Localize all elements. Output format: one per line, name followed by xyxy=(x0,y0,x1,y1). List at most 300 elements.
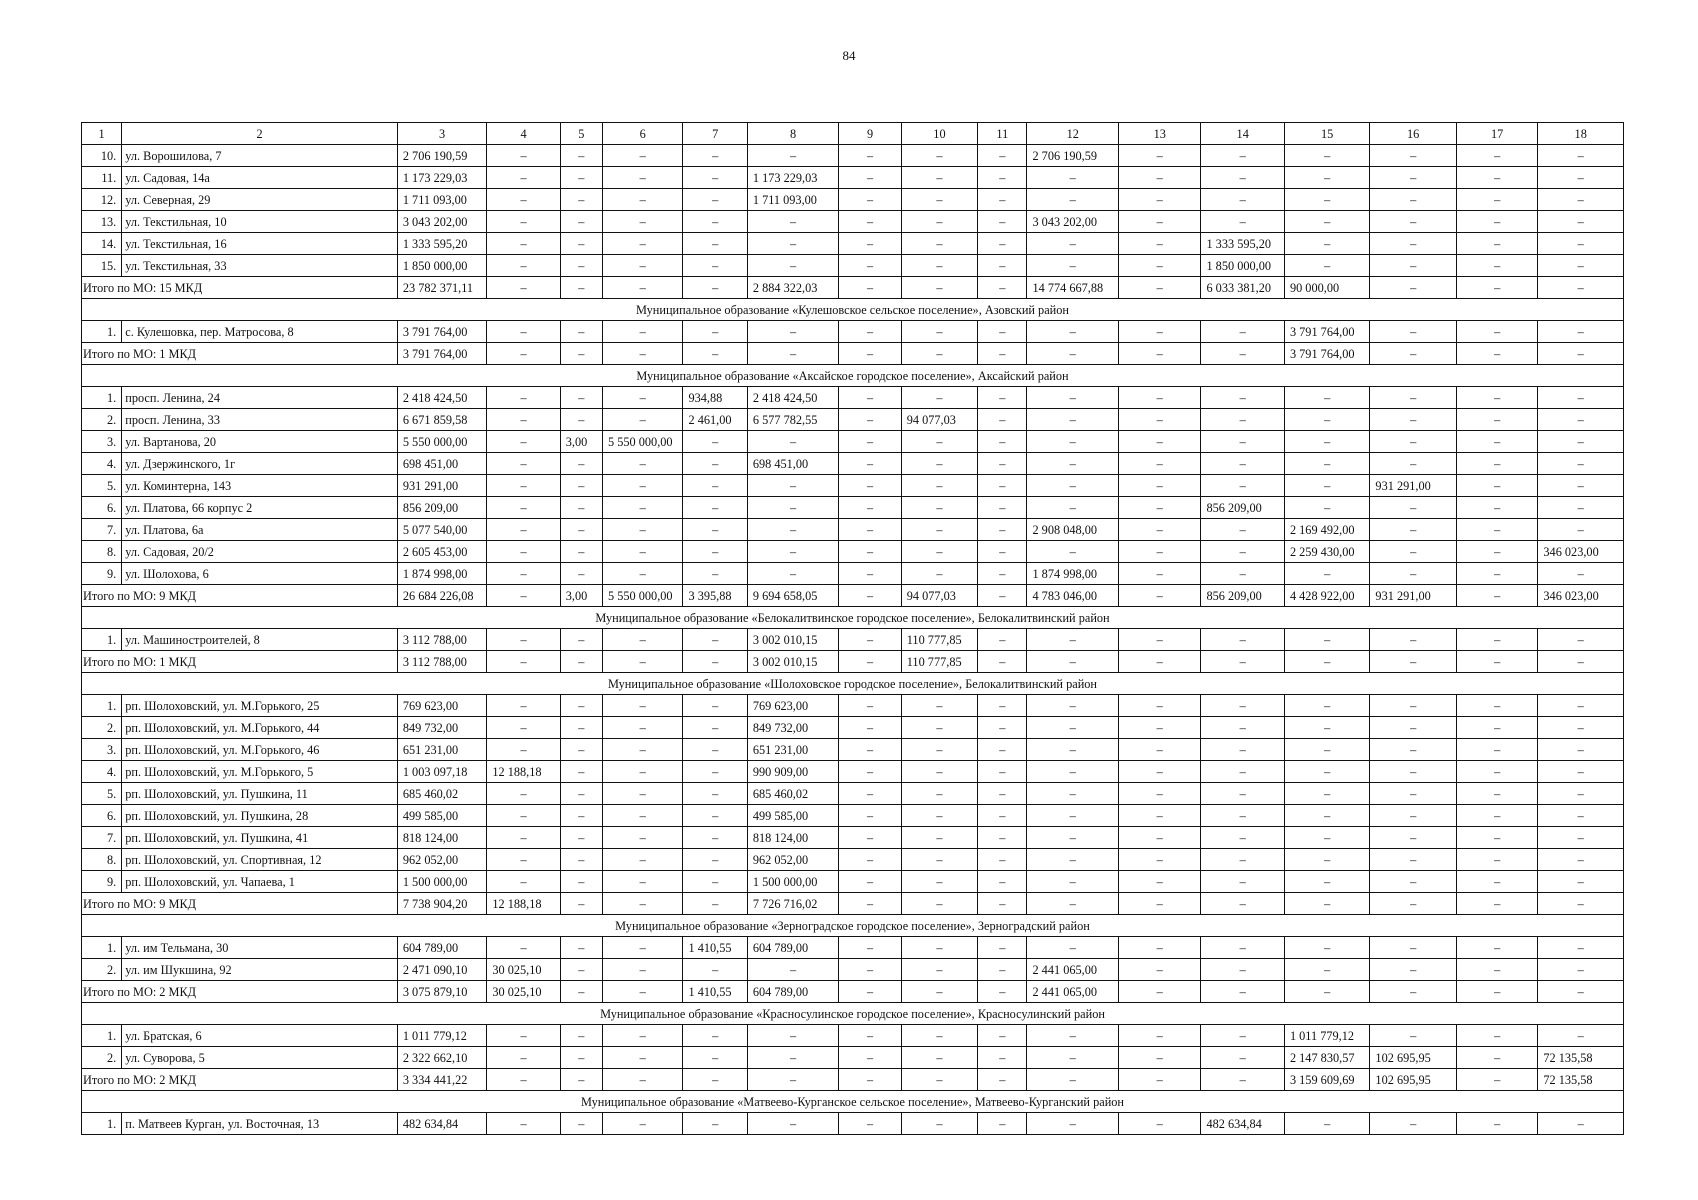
empty-cell: – xyxy=(1027,541,1119,563)
empty-cell: – xyxy=(603,189,683,211)
value-cell: 5 550 000,00 xyxy=(603,585,683,607)
row-number: 2. xyxy=(82,717,122,739)
empty-cell: – xyxy=(1456,651,1537,673)
address-cell: рп. Шолоховский, ул. Чапаева, 1 xyxy=(122,871,398,893)
empty-cell: – xyxy=(747,1025,839,1047)
empty-cell: – xyxy=(901,189,977,211)
value-cell: 3 791 764,00 xyxy=(397,321,487,343)
empty-cell: – xyxy=(1538,255,1624,277)
empty-cell: – xyxy=(1538,827,1624,849)
value-cell: 1 874 998,00 xyxy=(397,563,487,585)
empty-cell: – xyxy=(487,343,560,365)
empty-cell: – xyxy=(1456,717,1537,739)
empty-cell: – xyxy=(603,277,683,299)
value-cell: 849 732,00 xyxy=(397,717,487,739)
empty-cell: – xyxy=(560,541,602,563)
value-cell: 2 908 048,00 xyxy=(1027,519,1119,541)
value-cell: 12 188,18 xyxy=(487,761,560,783)
empty-cell: – xyxy=(603,387,683,409)
table-row xyxy=(82,805,1624,827)
empty-cell: – xyxy=(1118,651,1200,673)
empty-cell: – xyxy=(839,1047,901,1069)
total-row xyxy=(82,651,1624,673)
empty-cell: – xyxy=(603,321,683,343)
section-title: Муниципальное образование «Зерноградское городское поселение», Зерноградский район xyxy=(82,915,1624,937)
empty-cell: – xyxy=(901,761,977,783)
empty-cell: – xyxy=(1284,651,1369,673)
value-cell: 3 002 010,15 xyxy=(747,629,839,651)
empty-cell: – xyxy=(1284,387,1369,409)
empty-cell: – xyxy=(1027,827,1119,849)
empty-cell: – xyxy=(560,761,602,783)
row-number: 5. xyxy=(82,475,122,497)
empty-cell: – xyxy=(683,277,747,299)
empty-cell: – xyxy=(839,893,901,915)
empty-cell: – xyxy=(901,717,977,739)
empty-cell: – xyxy=(839,959,901,981)
empty-cell: – xyxy=(560,1113,602,1135)
empty-cell: – xyxy=(560,893,602,915)
empty-cell: – xyxy=(839,431,901,453)
table-row xyxy=(82,717,1624,739)
empty-cell: – xyxy=(603,145,683,167)
empty-cell: – xyxy=(1456,1025,1537,1047)
empty-cell: – xyxy=(978,563,1027,585)
empty-cell: – xyxy=(978,277,1027,299)
empty-cell: – xyxy=(839,167,901,189)
empty-cell: – xyxy=(1538,189,1624,211)
empty-cell: – xyxy=(1027,1025,1119,1047)
empty-cell: – xyxy=(560,981,602,1003)
empty-cell: – xyxy=(1118,189,1200,211)
table-row xyxy=(82,255,1624,277)
address-cell: ул. им Тельмана, 30 xyxy=(122,937,398,959)
empty-cell: – xyxy=(901,541,977,563)
empty-cell: – xyxy=(1370,189,1457,211)
row-number: 2. xyxy=(82,1047,122,1069)
empty-cell: – xyxy=(1201,189,1284,211)
value-cell: 698 451,00 xyxy=(397,453,487,475)
empty-cell: – xyxy=(978,409,1027,431)
empty-cell: – xyxy=(1456,475,1537,497)
empty-cell: – xyxy=(839,409,901,431)
empty-cell: – xyxy=(1118,629,1200,651)
empty-cell: – xyxy=(1456,321,1537,343)
empty-cell: – xyxy=(1027,343,1119,365)
empty-cell: – xyxy=(1456,541,1537,563)
header-cell: 15 xyxy=(1284,123,1369,145)
value-cell: 499 585,00 xyxy=(747,805,839,827)
value-cell: 110 777,85 xyxy=(901,629,977,651)
empty-cell: – xyxy=(1027,475,1119,497)
empty-cell: – xyxy=(1456,255,1537,277)
empty-cell: – xyxy=(1027,189,1119,211)
empty-cell: – xyxy=(978,255,1027,277)
empty-cell: – xyxy=(1370,343,1457,365)
table-row xyxy=(82,541,1624,563)
value-cell: 604 789,00 xyxy=(397,937,487,959)
empty-cell: – xyxy=(1118,959,1200,981)
empty-cell: – xyxy=(1538,893,1624,915)
value-cell: 3 043 202,00 xyxy=(1027,211,1119,233)
empty-cell: – xyxy=(1284,145,1369,167)
empty-cell: – xyxy=(978,827,1027,849)
empty-cell: – xyxy=(901,255,977,277)
table-row xyxy=(82,409,1624,431)
value-cell: 1 500 000,00 xyxy=(747,871,839,893)
value-cell: 1 173 229,03 xyxy=(747,167,839,189)
empty-cell: – xyxy=(1118,783,1200,805)
value-cell: 3 791 764,00 xyxy=(1284,343,1369,365)
total-row xyxy=(82,893,1624,915)
empty-cell: – xyxy=(487,255,560,277)
total-label: Итого по МО: 2 МКД xyxy=(82,981,398,1003)
empty-cell: – xyxy=(1201,805,1284,827)
empty-cell: – xyxy=(1538,1025,1624,1047)
empty-cell: – xyxy=(747,1069,839,1091)
empty-cell: – xyxy=(839,475,901,497)
empty-cell: – xyxy=(1456,585,1537,607)
empty-cell: – xyxy=(603,849,683,871)
empty-cell: – xyxy=(487,783,560,805)
empty-cell: – xyxy=(1027,739,1119,761)
empty-cell: – xyxy=(839,1025,901,1047)
row-number: 1. xyxy=(82,1113,122,1135)
empty-cell: – xyxy=(1538,717,1624,739)
empty-cell: – xyxy=(560,805,602,827)
empty-cell: – xyxy=(1456,563,1537,585)
value-cell: 962 052,00 xyxy=(747,849,839,871)
empty-cell: – xyxy=(1370,431,1457,453)
empty-cell: – xyxy=(1370,541,1457,563)
empty-cell: – xyxy=(1456,1113,1537,1135)
table-row xyxy=(82,387,1624,409)
empty-cell: – xyxy=(1370,453,1457,475)
empty-cell: – xyxy=(487,431,560,453)
empty-cell: – xyxy=(603,827,683,849)
value-cell: 2 461,00 xyxy=(683,409,747,431)
empty-cell: – xyxy=(1027,937,1119,959)
empty-cell: – xyxy=(839,541,901,563)
empty-cell: – xyxy=(1118,321,1200,343)
empty-cell: – xyxy=(1370,827,1457,849)
empty-cell: – xyxy=(560,321,602,343)
empty-cell: – xyxy=(1118,145,1200,167)
empty-cell: – xyxy=(603,783,683,805)
empty-cell: – xyxy=(603,981,683,1003)
empty-cell: – xyxy=(1027,409,1119,431)
address-cell: ул. Дзержинского, 1г xyxy=(122,453,398,475)
empty-cell: – xyxy=(1201,739,1284,761)
empty-cell: – xyxy=(1201,1069,1284,1091)
empty-cell: – xyxy=(1456,409,1537,431)
value-cell: 3,00 xyxy=(560,431,602,453)
value-cell: 1 011 779,12 xyxy=(1284,1025,1369,1047)
value-cell: 604 789,00 xyxy=(747,937,839,959)
value-cell: 2 147 830,57 xyxy=(1284,1047,1369,1069)
empty-cell: – xyxy=(560,475,602,497)
empty-cell: – xyxy=(1201,343,1284,365)
empty-cell: – xyxy=(560,959,602,981)
empty-cell: – xyxy=(683,717,747,739)
empty-cell: – xyxy=(1538,871,1624,893)
empty-cell: – xyxy=(1284,871,1369,893)
row-number: 9. xyxy=(82,563,122,585)
empty-cell: – xyxy=(603,1113,683,1135)
row-number: 14. xyxy=(82,233,122,255)
empty-cell: – xyxy=(560,277,602,299)
empty-cell: – xyxy=(1027,387,1119,409)
empty-cell: – xyxy=(978,1069,1027,1091)
address-cell: ул. Машиностроителей, 8 xyxy=(122,629,398,651)
empty-cell: – xyxy=(487,1069,560,1091)
empty-cell: – xyxy=(1538,497,1624,519)
empty-cell: – xyxy=(839,761,901,783)
total-row xyxy=(82,585,1624,607)
value-cell: 962 052,00 xyxy=(397,849,487,871)
empty-cell: – xyxy=(487,695,560,717)
empty-cell: – xyxy=(1027,849,1119,871)
empty-cell: – xyxy=(839,189,901,211)
empty-cell: – xyxy=(978,343,1027,365)
empty-cell: – xyxy=(487,717,560,739)
header-cell: 11 xyxy=(978,123,1027,145)
empty-cell: – xyxy=(603,739,683,761)
empty-cell: – xyxy=(683,145,747,167)
value-cell: 72 135,58 xyxy=(1538,1069,1624,1091)
empty-cell: – xyxy=(839,695,901,717)
empty-cell: – xyxy=(839,871,901,893)
empty-cell: – xyxy=(901,453,977,475)
empty-cell: – xyxy=(978,387,1027,409)
address-cell: ул. Платова, 6а xyxy=(122,519,398,541)
empty-cell: – xyxy=(1118,827,1200,849)
empty-cell: – xyxy=(978,1113,1027,1135)
empty-cell: – xyxy=(1456,497,1537,519)
empty-cell: – xyxy=(487,211,560,233)
header-cell: 17 xyxy=(1456,123,1537,145)
empty-cell: – xyxy=(901,497,977,519)
empty-cell: – xyxy=(747,343,839,365)
empty-cell: – xyxy=(1284,563,1369,585)
value-cell: 3 112 788,00 xyxy=(397,651,487,673)
empty-cell: – xyxy=(1370,409,1457,431)
total-row xyxy=(82,1069,1624,1091)
empty-cell: – xyxy=(839,981,901,1003)
value-cell: 346 023,00 xyxy=(1538,585,1624,607)
header-cell: 4 xyxy=(487,123,560,145)
value-cell: 3 075 879,10 xyxy=(397,981,487,1003)
header-cell: 12 xyxy=(1027,123,1119,145)
empty-cell: – xyxy=(1118,695,1200,717)
empty-cell: – xyxy=(603,409,683,431)
empty-cell: – xyxy=(1284,827,1369,849)
row-number: 12. xyxy=(82,189,122,211)
empty-cell: – xyxy=(1027,651,1119,673)
empty-cell: – xyxy=(839,211,901,233)
value-cell: 685 460,02 xyxy=(397,783,487,805)
value-cell: 1 333 595,20 xyxy=(397,233,487,255)
empty-cell: – xyxy=(839,453,901,475)
value-cell: 1 711 093,00 xyxy=(747,189,839,211)
row-number: 7. xyxy=(82,519,122,541)
section-row xyxy=(82,673,1624,695)
address-cell: просп. Ленина, 33 xyxy=(122,409,398,431)
empty-cell: – xyxy=(683,827,747,849)
empty-cell: – xyxy=(603,343,683,365)
header-cell: 6 xyxy=(603,123,683,145)
empty-cell: – xyxy=(1538,783,1624,805)
empty-cell: – xyxy=(487,849,560,871)
value-cell: 2 706 190,59 xyxy=(1027,145,1119,167)
empty-cell: – xyxy=(1456,937,1537,959)
empty-cell: – xyxy=(487,827,560,849)
empty-cell: – xyxy=(1370,981,1457,1003)
section-row xyxy=(82,1091,1624,1113)
row-number: 1. xyxy=(82,321,122,343)
empty-cell: – xyxy=(1201,475,1284,497)
empty-cell: – xyxy=(560,211,602,233)
value-cell: 1 500 000,00 xyxy=(397,871,487,893)
empty-cell: – xyxy=(1370,1113,1457,1135)
empty-cell: – xyxy=(1118,541,1200,563)
empty-cell: – xyxy=(978,453,1027,475)
empty-cell: – xyxy=(1284,497,1369,519)
empty-cell: – xyxy=(560,409,602,431)
value-cell: 1 003 097,18 xyxy=(397,761,487,783)
empty-cell: – xyxy=(560,1025,602,1047)
row-number: 1. xyxy=(82,1025,122,1047)
empty-cell: – xyxy=(839,629,901,651)
empty-cell: – xyxy=(487,321,560,343)
empty-cell: – xyxy=(1370,145,1457,167)
row-number: 7. xyxy=(82,827,122,849)
empty-cell: – xyxy=(1027,893,1119,915)
empty-cell: – xyxy=(683,761,747,783)
empty-cell: – xyxy=(1118,233,1200,255)
address-cell: рп. Шолоховский, ул. М.Горького, 44 xyxy=(122,717,398,739)
empty-cell: – xyxy=(901,431,977,453)
empty-cell: – xyxy=(1201,783,1284,805)
empty-cell: – xyxy=(487,497,560,519)
empty-cell: – xyxy=(1370,387,1457,409)
empty-cell: – xyxy=(1456,453,1537,475)
empty-cell: – xyxy=(487,453,560,475)
empty-cell: – xyxy=(978,211,1027,233)
empty-cell: – xyxy=(901,475,977,497)
empty-cell: – xyxy=(901,783,977,805)
value-cell: 1 333 595,20 xyxy=(1201,233,1284,255)
section-title: Муниципальное образование «Шолоховское городское поселение», Белокалитвинский район xyxy=(82,673,1624,695)
empty-cell: – xyxy=(747,563,839,585)
empty-cell: – xyxy=(1118,343,1200,365)
table-row xyxy=(82,761,1624,783)
empty-cell: – xyxy=(1370,255,1457,277)
empty-cell: – xyxy=(683,519,747,541)
empty-cell: – xyxy=(978,893,1027,915)
budget-table xyxy=(81,122,1624,1135)
empty-cell: – xyxy=(1456,145,1537,167)
empty-cell: – xyxy=(1370,959,1457,981)
empty-cell: – xyxy=(603,937,683,959)
empty-cell: – xyxy=(1118,387,1200,409)
empty-cell: – xyxy=(1118,497,1200,519)
empty-cell: – xyxy=(978,805,1027,827)
empty-cell: – xyxy=(683,563,747,585)
value-cell: 110 777,85 xyxy=(901,651,977,673)
value-cell: 856 209,00 xyxy=(1201,497,1284,519)
empty-cell: – xyxy=(603,1047,683,1069)
value-cell: 5 077 540,00 xyxy=(397,519,487,541)
empty-cell: – xyxy=(487,937,560,959)
empty-cell: – xyxy=(603,959,683,981)
row-number: 1. xyxy=(82,937,122,959)
empty-cell: – xyxy=(747,959,839,981)
empty-cell: – xyxy=(1201,695,1284,717)
empty-cell: – xyxy=(1027,497,1119,519)
empty-cell: – xyxy=(1456,431,1537,453)
empty-cell: – xyxy=(901,563,977,585)
address-cell: рп. Шолоховский, ул. М.Горького, 46 xyxy=(122,739,398,761)
empty-cell: – xyxy=(1118,871,1200,893)
row-number: 4. xyxy=(82,761,122,783)
empty-cell: – xyxy=(603,1025,683,1047)
value-cell: 7 738 904,20 xyxy=(397,893,487,915)
empty-cell: – xyxy=(487,519,560,541)
value-cell: 23 782 371,11 xyxy=(397,277,487,299)
value-cell: 12 188,18 xyxy=(487,893,560,915)
header-cell: 16 xyxy=(1370,123,1457,145)
empty-cell: – xyxy=(1538,387,1624,409)
table-row xyxy=(82,145,1624,167)
empty-cell: – xyxy=(603,233,683,255)
value-cell: 698 451,00 xyxy=(747,453,839,475)
empty-cell: – xyxy=(747,519,839,541)
empty-cell: – xyxy=(487,1025,560,1047)
empty-cell: – xyxy=(560,871,602,893)
empty-cell: – xyxy=(1370,519,1457,541)
value-cell: 3 791 764,00 xyxy=(1284,321,1369,343)
section-title: Муниципальное образование «Красносулинское городское поселение», Красносулинский район xyxy=(82,1003,1624,1025)
row-number: 3. xyxy=(82,739,122,761)
value-cell: 931 291,00 xyxy=(397,475,487,497)
empty-cell: – xyxy=(1456,959,1537,981)
address-cell: рп. Шолоховский, ул. Спортивная, 12 xyxy=(122,849,398,871)
empty-cell: – xyxy=(901,695,977,717)
value-cell: 6 577 782,55 xyxy=(747,409,839,431)
section-row xyxy=(82,607,1624,629)
empty-cell: – xyxy=(683,805,747,827)
header-cell: 10 xyxy=(901,123,977,145)
empty-cell: – xyxy=(1456,695,1537,717)
empty-cell: – xyxy=(603,695,683,717)
empty-cell: – xyxy=(901,893,977,915)
empty-cell: – xyxy=(1027,871,1119,893)
empty-cell: – xyxy=(978,739,1027,761)
value-cell: 94 077,03 xyxy=(901,409,977,431)
value-cell: 9 694 658,05 xyxy=(747,585,839,607)
section-row xyxy=(82,365,1624,387)
empty-cell: – xyxy=(1456,519,1537,541)
empty-cell: – xyxy=(1284,629,1369,651)
empty-cell: – xyxy=(1118,717,1200,739)
row-number: 1. xyxy=(82,629,122,651)
table-row xyxy=(82,1025,1624,1047)
address-cell: ул. Северная, 29 xyxy=(122,189,398,211)
empty-cell: – xyxy=(978,145,1027,167)
empty-cell: – xyxy=(1370,761,1457,783)
empty-cell: – xyxy=(1538,211,1624,233)
